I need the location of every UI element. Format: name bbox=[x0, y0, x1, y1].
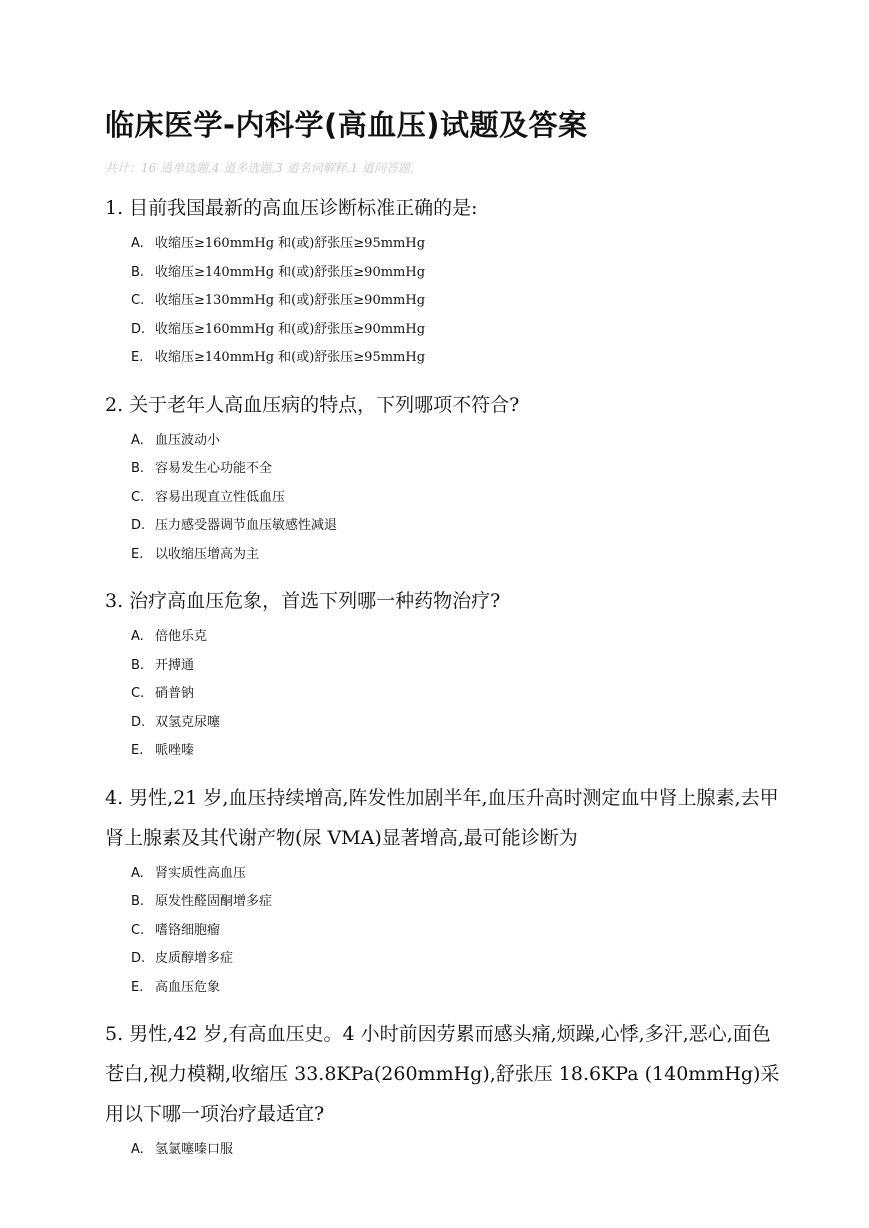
option-text: 收缩压≥130mmHg 和(或)舒张压≥90mmHg bbox=[155, 293, 426, 308]
option-letter: D. bbox=[131, 951, 146, 966]
page-title: 临床医学-内科学(高血压)试题及答案 bbox=[105, 108, 588, 142]
question-text: 3. 治疗高血压危象，首选下列哪一种药物治疗? bbox=[105, 590, 501, 612]
option-b bbox=[131, 888, 785, 917]
option-d bbox=[131, 512, 785, 541]
option-e bbox=[131, 737, 785, 766]
option-text: 肾实质性高血压 bbox=[155, 865, 247, 881]
option-letter: C. bbox=[131, 293, 145, 308]
option-letter: D. bbox=[131, 321, 146, 337]
option-a bbox=[131, 1136, 785, 1165]
question-2 bbox=[105, 385, 785, 570]
option-letter: A. bbox=[131, 865, 144, 881]
option-letter: B. bbox=[131, 461, 145, 476]
option-text: 原发性醛固酮增多症 bbox=[155, 894, 273, 909]
option-text: 皮质醇增多症 bbox=[155, 951, 234, 966]
question-text: 5. 男性,42 岁,有高血压史。4 小时前因劳累而感头痛,烦躁,心悸,多汗,恶心,面色苍白,视力模糊,收缩压 33.8KPa(260mmHg),舒张压 18.6KPa (140mmHg)采用以下哪一项治疗最适宜? bbox=[105, 1023, 780, 1125]
document-page bbox=[105, 100, 785, 1165]
question-4 bbox=[105, 778, 785, 1003]
option-text: 收缩压≥140mmHg 和(或)舒张压≥90mmHg bbox=[155, 264, 426, 280]
option-letter: D. bbox=[131, 714, 146, 730]
option-letter: E. bbox=[131, 350, 144, 365]
option-a bbox=[131, 427, 785, 456]
option-text: 氢氯噻嗪口服 bbox=[155, 1142, 234, 1157]
option-list bbox=[131, 623, 785, 766]
option-letter: B. bbox=[131, 894, 145, 909]
option-d bbox=[131, 316, 785, 345]
option-text: 高血压危象 bbox=[155, 979, 221, 995]
option-b bbox=[131, 652, 785, 681]
option-letter: E. bbox=[131, 546, 144, 562]
option-c bbox=[131, 287, 785, 316]
option-text: 开搏通 bbox=[155, 657, 195, 673]
option-d bbox=[131, 709, 785, 738]
question-summary: 共计：16 道单选题,4 道多选题,3 道名词解释,1 道问答题, bbox=[105, 161, 414, 175]
option-text: 容易出现直立性低血压 bbox=[155, 489, 286, 505]
option-text: 硝普钠 bbox=[155, 686, 195, 701]
option-text: 收缩压≥160mmHg 和(或)舒张压≥95mmHg bbox=[155, 236, 426, 251]
option-letter: A. bbox=[131, 629, 144, 644]
option-b bbox=[131, 259, 785, 288]
option-text: 倍他乐克 bbox=[155, 629, 208, 644]
option-text: 容易发生心功能不全 bbox=[155, 461, 273, 476]
option-letter: B. bbox=[131, 657, 145, 673]
option-letter: A. bbox=[131, 236, 144, 251]
question-1 bbox=[105, 188, 785, 373]
option-list bbox=[131, 1136, 785, 1165]
question-5 bbox=[105, 1014, 785, 1165]
option-letter: B. bbox=[131, 264, 145, 280]
option-text: 压力感受器调节血压敏感性减退 bbox=[155, 518, 338, 533]
option-e bbox=[131, 541, 785, 570]
option-list bbox=[131, 860, 785, 1003]
option-text: 以收缩压增高为主 bbox=[155, 546, 260, 562]
option-list bbox=[131, 427, 785, 570]
option-text: 收缩压≥140mmHg 和(或)舒张压≥95mmHg bbox=[155, 350, 426, 365]
option-e bbox=[131, 974, 785, 1003]
option-text: 血压波动小 bbox=[155, 432, 221, 448]
option-c bbox=[131, 484, 785, 513]
question-3 bbox=[105, 581, 785, 766]
option-c bbox=[131, 680, 785, 709]
option-text: 嗜铬细胞瘤 bbox=[155, 922, 221, 938]
option-letter: A. bbox=[131, 432, 144, 448]
option-letter: D. bbox=[131, 518, 146, 533]
option-text: 收缩压≥160mmHg 和(或)舒张压≥90mmHg bbox=[155, 321, 426, 337]
option-letter: C. bbox=[131, 922, 145, 938]
option-b bbox=[131, 455, 785, 484]
option-e bbox=[131, 344, 785, 373]
option-text: 双氢克尿噻 bbox=[155, 714, 221, 730]
option-a bbox=[131, 230, 785, 259]
option-a bbox=[131, 623, 785, 652]
question-text: 1. 目前我国最新的高血压诊断标准正确的是: bbox=[105, 197, 478, 219]
option-list bbox=[131, 230, 785, 373]
option-letter: C. bbox=[131, 489, 145, 505]
option-c bbox=[131, 917, 785, 946]
option-d bbox=[131, 945, 785, 974]
option-letter: A. bbox=[131, 1142, 144, 1157]
question-text: 2. 关于老年人高血压病的特点，下列哪项不符合? bbox=[105, 393, 520, 416]
option-text: 哌唑嗪 bbox=[155, 743, 195, 758]
question-text: 4. 男性,21 岁,血压持续增高,阵发性加剧半年,血压升高时测定血中肾上腺素,去甲肾上腺素及其代谢产物(尿 VMA)显著增高,最可能诊断为 bbox=[105, 786, 779, 849]
option-letter: E. bbox=[131, 743, 144, 758]
option-letter: C. bbox=[131, 686, 145, 701]
option-letter: E. bbox=[131, 979, 144, 995]
option-a bbox=[131, 860, 785, 889]
